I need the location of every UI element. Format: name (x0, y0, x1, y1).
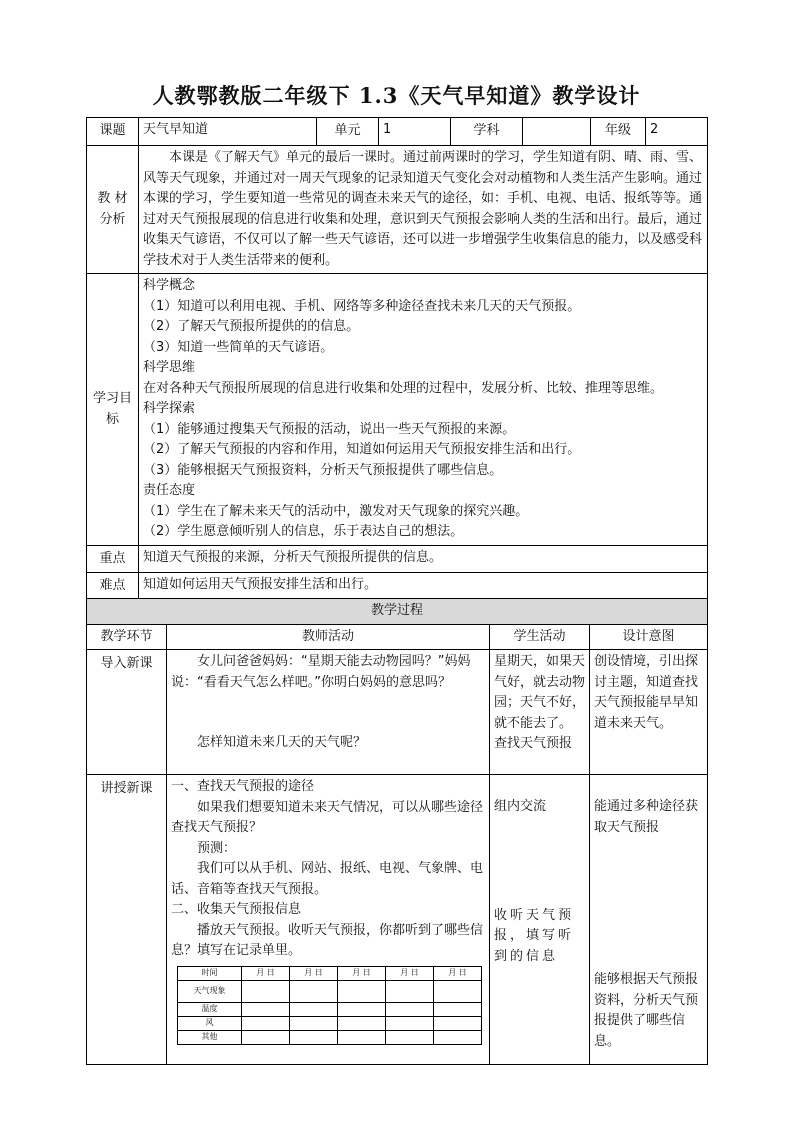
lecture-heading-1: 一、查找天气预报的途径 (171, 779, 315, 794)
record-cell (290, 1016, 338, 1030)
intro-intent: 创设情境，引出探讨主题，知道查找天气预报能早早知道未来天气。 (590, 650, 708, 775)
grade-label: 年级 (591, 118, 646, 146)
goals-heading-thinking: 科学思维 (143, 360, 196, 375)
lecture-teacher (167, 775, 490, 1065)
record-cell (242, 1016, 290, 1030)
record-cell (290, 1002, 338, 1016)
record-cell (386, 1030, 434, 1044)
lecture-intent (590, 775, 708, 1065)
difficulty-text: 知道如何运用天气预报安排生活和出行。 (139, 573, 708, 600)
lesson-info-table (86, 117, 708, 600)
stage-lecture: 讲授新课 (87, 775, 167, 1065)
teaching-process-table (86, 598, 708, 1065)
record-date-cell: 月 日 (338, 966, 386, 980)
record-cell (386, 980, 434, 1002)
record-cell (290, 1030, 338, 1044)
page-title: 人教鄂教版二年级下 1.3《天气早知道》教学设计 (152, 83, 641, 108)
analysis-text (139, 146, 708, 274)
lecture-intent-2: 能够根据天气预报资料，分析天气预报提供了哪些信息。 (594, 972, 699, 1049)
analysis-paragraph: 本课是《了解天气》单元的最后一课时。通过前两课时的学习，学生知道有阴、晴、雨、雪、风等天气现象，并通过对一周天气现象的记录知道天气变化会对动植物和人类生活产生影响。通过本课的学习，学生要知道一些常见的调查未来天气的途径，如：手机、电视、电话、报纸等等。通过对天气预报展现的信息进行收集和处理，意识到天气预报会影响人类的生活和出行。最后，通过收集天气谚语，不仅可以了解一些天气谚语，还可以进一步增强学生收集信息的能力，以及感受科学技术对于人类生活带来的便利。 (143, 150, 703, 268)
goals-line: 在对各种天气预报所展现的信息进行收集和处理的过程中，发展分析、比较、推理等思维。 (143, 380, 664, 396)
record-cell (338, 1002, 386, 1016)
record-row-header: 时间 (178, 966, 242, 980)
lecture-predict-label: 预测： (197, 840, 237, 856)
record-date-cell: 月 日 (434, 966, 482, 980)
header-stage: 教学环节 (87, 624, 167, 650)
subject-label: 学科 (451, 118, 523, 146)
header-teacher: 教师活动 (167, 624, 490, 650)
subject-value (523, 118, 591, 146)
intro-student-action: 查找天气预报 (494, 736, 573, 751)
lecture-question: 如果我们想要知道未来天气情况，可以从哪些途径查找天气预报？ (171, 799, 484, 835)
goals-heading-concept: 科学概念 (143, 278, 196, 293)
header-student: 学生活动 (490, 624, 590, 650)
lecture-predict-text: 我们可以从手机、网站、报纸、电视、气象牌、电话、音箱等查找天气预报。 (171, 861, 484, 897)
record-row-header: 温度 (178, 1002, 242, 1016)
grade-value: 2 (646, 118, 708, 146)
record-cell (434, 980, 482, 1002)
record-cell (242, 980, 290, 1002)
analysis-label: 教 材 分析 (87, 146, 139, 274)
goals-line: （2）学生愿意倾听别人的信息，乐于表达自己的想法。 (143, 524, 464, 539)
goals-content (139, 274, 708, 546)
record-cell (386, 1002, 434, 1016)
intro-teacher-story: 女儿问爸爸妈妈：“星期天能去动物园吗？”妈妈说：“看看天气怎么样吧。”你明白妈妈的意思吗？ (171, 654, 471, 690)
record-date-cell: 月 日 (242, 966, 290, 980)
weather-record-sheet (177, 966, 482, 1045)
record-date-cell: 月 日 (386, 966, 434, 980)
topic-value: 天气早知道 (139, 118, 317, 146)
lecture-student-discuss: 组内交流 (494, 799, 547, 814)
key-point-text: 知道天气预报的来源，分析天气预报所提供的信息。 (139, 546, 708, 573)
goals-line: （1）学生在了解未来天气的活动中，激发对天气现象的探究兴趣。 (143, 503, 529, 519)
record-cell (242, 1002, 290, 1016)
goals-heading-attitude: 责任态度 (143, 483, 196, 498)
record-cell (290, 980, 338, 1002)
record-row-header: 其他 (178, 1030, 242, 1044)
goals-line: （3）能够根据天气预报资料，分析天气预报提供了哪些信息。 (143, 462, 503, 478)
record-cell (242, 1030, 290, 1044)
record-cell (338, 1030, 386, 1044)
key-point-label: 重点 (87, 546, 139, 573)
stage-intro: 导入新课 (87, 650, 167, 775)
record-cell (434, 1002, 482, 1016)
goals-line: （1）能够通过搜集天气预报的活动，说出一些天气预报的来源。 (143, 421, 516, 437)
unit-label: 单元 (317, 118, 379, 146)
goals-line: （1）知道可以利用电视、手机、网络等多种途径查找未来几天的天气预报。 (143, 298, 581, 314)
lecture-student (490, 775, 590, 1065)
process-title: 教学过程 (87, 599, 708, 625)
record-cell (386, 1016, 434, 1030)
unit-value: 1 (379, 118, 451, 146)
record-cell (434, 1030, 482, 1044)
goals-heading-explore: 科学探索 (143, 401, 196, 416)
intro-student (490, 650, 590, 775)
goals-label: 学习目标 (87, 274, 139, 546)
goals-line: （3）知道一些简单的天气谚语。 (143, 339, 334, 355)
lecture-student-listen: 收听天气预报，填写听到的信息 (494, 907, 575, 964)
lecture-heading-2: 二、收集天气预报信息 (171, 902, 302, 917)
goals-line: （2）了解天气预报的内容和作用，知道如何运用天气预报安排生活和出行。 (143, 442, 581, 457)
record-row-header: 天气现象 (178, 980, 242, 1002)
lecture-instruction: 播放天气预报。收听天气预报，你都听到了哪些信息？填写在记录单里。 (171, 922, 484, 958)
goals-line: （2）了解天气预报所提供的的信息。 (143, 319, 360, 334)
lecture-intent-1: 能通过多种途径获取天气预报 (594, 799, 699, 835)
record-row-header: 风 (178, 1016, 242, 1030)
topic-label: 课题 (87, 118, 139, 146)
record-cell (434, 1016, 482, 1030)
intro-teacher (167, 650, 490, 775)
record-cell (338, 980, 386, 1002)
intro-teacher-question: 怎样知道未来几天的天气呢？ (197, 735, 367, 750)
difficulty-label: 难点 (87, 573, 139, 600)
record-cell (338, 1016, 386, 1030)
record-date-cell: 月 日 (290, 966, 338, 980)
header-intent: 设计意图 (590, 624, 708, 650)
intro-student-answer: 星期天，如果天气好，就去动物园；天气不好，就不能去了。 (494, 654, 586, 731)
